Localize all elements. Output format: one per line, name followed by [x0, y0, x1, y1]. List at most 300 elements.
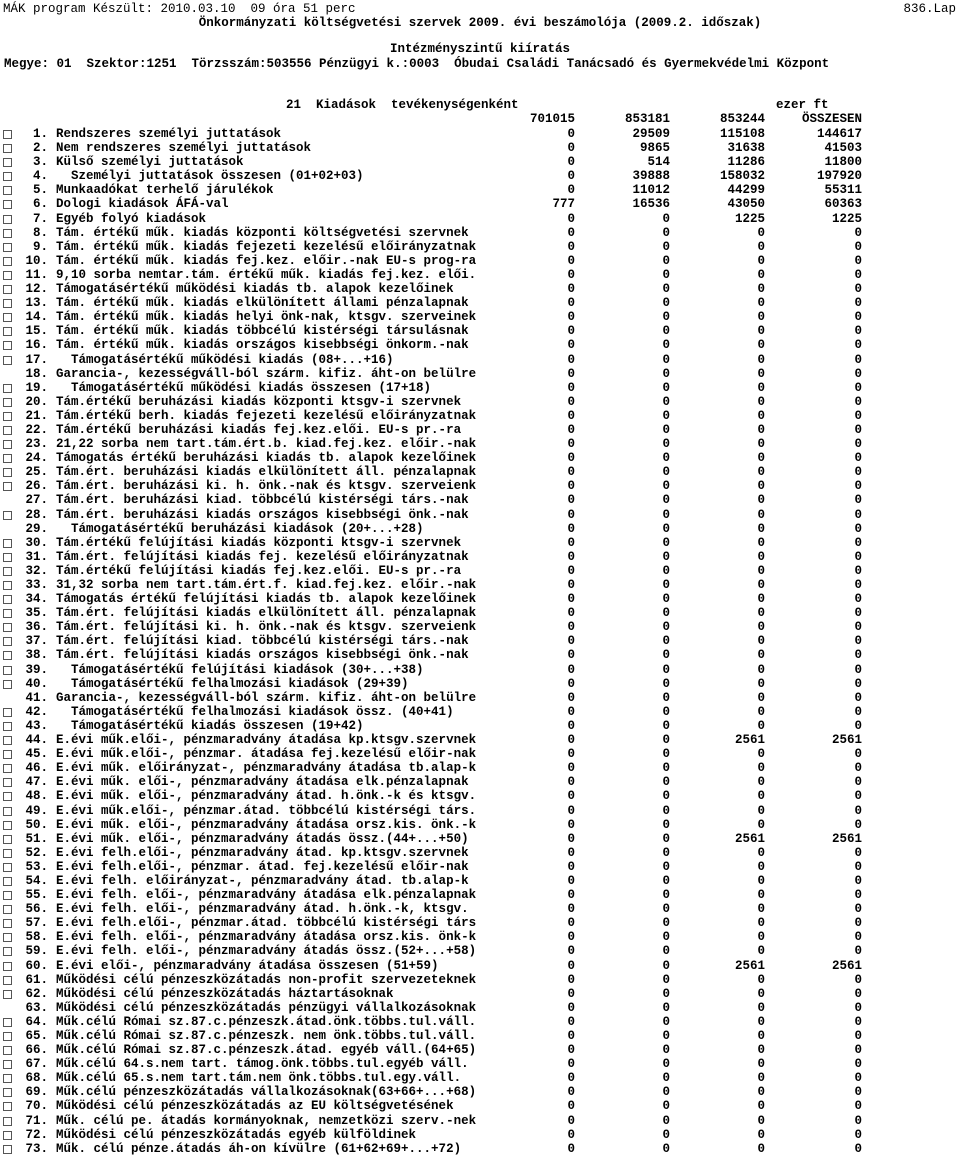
row-value: 0: [854, 986, 862, 1001]
row-value: 0: [854, 310, 862, 325]
row-marker-icon: [3, 821, 12, 830]
row-value: 0: [567, 437, 575, 452]
row-number: 73.: [25, 1141, 48, 1156]
row-value: 0: [757, 310, 765, 325]
row-value: 0: [662, 465, 670, 480]
row-number: 26.: [25, 479, 48, 494]
table-row: [0, 508, 960, 522]
table-row: [0, 1142, 960, 1156]
row-value: 0: [757, 718, 765, 733]
row-label: Tám.ért. felújítási kiadás országos kisebbségi önk.-nak: [56, 648, 469, 663]
row-number: 5.: [32, 183, 48, 198]
row-value: 0: [854, 902, 862, 917]
table-row: [0, 818, 960, 832]
row-value: 0: [854, 549, 862, 564]
row-number: 9.: [32, 239, 48, 254]
row-label: Műk. célú pe. átadás kormányoknak, nemzetközi szerv.-nek: [56, 1113, 477, 1128]
row-label: Támogatásértékű beruházási kiadások (20+...+28): [56, 521, 424, 536]
row-label: E.évi műk. elői-, pénzmaradvány átadása orsz.kis. önk.-k: [56, 817, 477, 832]
table-row: [0, 226, 960, 240]
row-number: 3.: [32, 155, 48, 170]
row-value: 0: [567, 648, 575, 663]
row-number: 32.: [25, 563, 48, 578]
row-number: 55.: [25, 888, 48, 903]
table-row: [0, 902, 960, 916]
table-row: [0, 310, 960, 324]
row-marker-icon: [3, 172, 12, 181]
row-label: 9,10 sorba nemtar.tám. értékű műk. kiadás fej.kez. elői.: [56, 267, 477, 282]
report-subtitle: Önkormányzati költségvetési szervek 2009. évi beszámolója (2009.2. időszak): [198, 16, 762, 30]
row-value: 0: [662, 408, 670, 423]
row-value: 0: [854, 620, 862, 635]
row-value: 39888: [632, 169, 670, 184]
table-row: [0, 479, 960, 493]
row-value: 0: [567, 535, 575, 550]
row-label: Garancia-, kezességváll-ból szárm. kifiz. áht-on belülre: [56, 690, 477, 705]
row-number: 52.: [25, 845, 48, 860]
row-value: 0: [567, 1127, 575, 1142]
row-value: 0: [567, 972, 575, 987]
row-label: Tám.ért. felújítási kiadás fej. kezelésű előirányzatnak: [56, 549, 469, 564]
row-marker-icon: [3, 609, 12, 618]
table-row: [0, 1043, 960, 1057]
row-label: Tám.értékű felújítási kiadás fej.kez.elői. EU-s pr.-ra: [56, 563, 462, 578]
row-value: 0: [757, 606, 765, 621]
row-value: 0: [662, 620, 670, 635]
row-value: 0: [854, 718, 862, 733]
row-marker-icon: [3, 750, 12, 759]
row-value: 0: [757, 1071, 765, 1086]
row-label: E.évi műk. elői-, pénzmaradvány átadása elk.pénzalapnak: [56, 775, 469, 790]
row-value: 0: [662, 1099, 670, 1114]
row-value: 0: [854, 1000, 862, 1015]
row-value: 158032: [719, 169, 765, 184]
row-value: 0: [854, 563, 862, 578]
table-row: [0, 775, 960, 789]
row-value: 1225: [831, 211, 862, 226]
row-value: 0: [854, 521, 862, 536]
row-value: 0: [854, 338, 862, 353]
row-value: 0: [854, 592, 862, 607]
row-value: 0: [662, 817, 670, 832]
row-label: Garancia-, kezességváll-ból szárm. kifiz. áht-on belülre: [56, 366, 477, 381]
row-value: 0: [662, 352, 670, 367]
row-label: Műk.célú Római sz.87.c.pénzeszk.átad.önk.többs.tul.váll.: [56, 1014, 477, 1029]
row-value: 0: [567, 549, 575, 564]
row-value: 0: [567, 761, 575, 776]
row-label: Támogatásértékű működési kiadás tb. alapok kezelőinek: [56, 282, 454, 297]
row-value: 0: [854, 676, 862, 691]
row-label: E.évi elői-, pénzmaradvány átadása összesen (51+59): [56, 958, 439, 973]
row-label: E.évi felh. elői-, pénzmaradvány átadása orsz.kis. önk-k: [56, 930, 477, 945]
row-value: 144617: [816, 127, 862, 141]
row-value: 0: [854, 507, 862, 522]
row-value: 0: [567, 902, 575, 917]
table-row: [0, 155, 960, 169]
row-label: Tám. értékű műk. kiadás fej.kez. előir.-nak EU-s prog-ra: [56, 253, 477, 268]
row-value: 0: [567, 958, 575, 973]
row-number: 54.: [25, 873, 48, 888]
row-label: Tám.ért. beruházási kiadás országos kisebbségi önk.-nak: [56, 507, 469, 522]
row-value: 11800: [824, 155, 862, 170]
table-row: [0, 930, 960, 944]
row-value: 0: [757, 563, 765, 578]
row-value: 0: [662, 690, 670, 705]
row-value: 0: [757, 338, 765, 353]
row-value: 0: [662, 282, 670, 297]
row-value: 0: [567, 817, 575, 832]
row-value: 0: [757, 704, 765, 719]
row-value: 0: [567, 296, 575, 311]
row-value: 0: [854, 634, 862, 649]
row-value: 0: [662, 507, 670, 522]
row-number: 62.: [25, 986, 48, 1001]
row-value: 0: [567, 592, 575, 607]
row-label: Külső személyi juttatások: [56, 155, 244, 170]
row-value: 0: [662, 1127, 670, 1142]
row-label: Tám.ért. felújítási ki. h. önk.-nak és ktsgv. szerveienk: [56, 620, 477, 635]
row-label: Tám.ért. felújítási kiadás elkülönített áll. pénzalapnak: [56, 606, 477, 621]
row-number: 37.: [25, 634, 48, 649]
row-value: 0: [567, 408, 575, 423]
row-value: 2561: [734, 958, 765, 973]
row-value: 0: [757, 930, 765, 945]
row-value: 0: [757, 408, 765, 423]
row-label: Működési célú pénzeszközátadás az EU költségvetésének: [56, 1099, 454, 1114]
row-value: 0: [662, 267, 670, 282]
row-value: 0: [854, 775, 862, 790]
row-label: E.évi műk. elői-, pénzmaradvány átad. h.önk.-k és ktsgv.: [56, 789, 477, 804]
row-marker-icon: [3, 581, 12, 590]
row-marker-icon: [3, 962, 12, 971]
row-number: 10.: [25, 253, 48, 268]
row-number: 2.: [32, 141, 48, 156]
row-value: 0: [662, 873, 670, 888]
row-value: 0: [854, 1085, 862, 1100]
row-value: 0: [854, 1057, 862, 1072]
row-number: 47.: [25, 775, 48, 790]
row-number: 21.: [25, 408, 48, 423]
row-value: 0: [567, 1099, 575, 1114]
row-value: 0: [854, 422, 862, 437]
table-row: [0, 592, 960, 606]
row-label: Működési célú pénzeszközátadás egyéb külföldinek: [56, 1127, 417, 1142]
row-value: 0: [854, 859, 862, 874]
row-number: 60.: [25, 958, 48, 973]
row-marker-icon: [3, 398, 12, 407]
row-value: 0: [662, 761, 670, 776]
row-number: 15.: [25, 324, 48, 339]
row-value: 0: [567, 1000, 575, 1015]
row-value: 0: [757, 1043, 765, 1058]
row-value: 0: [854, 408, 862, 423]
page-number: 836.Lap: [903, 2, 956, 16]
row-value: 0: [662, 775, 670, 790]
row-value: 0: [567, 183, 575, 198]
row-number: 59.: [25, 944, 48, 959]
row-value: 0: [757, 972, 765, 987]
row-value: 0: [662, 366, 670, 381]
row-value: 0: [757, 225, 765, 240]
row-value: 0: [567, 239, 575, 254]
row-value: 0: [662, 479, 670, 494]
row-value: 0: [854, 479, 862, 494]
row-value: 0: [567, 634, 575, 649]
row-value: 0: [757, 803, 765, 818]
row-value: 0: [854, 930, 862, 945]
row-value: 0: [757, 1085, 765, 1100]
row-number: 58.: [25, 930, 48, 945]
row-value: 0: [662, 592, 670, 607]
row-number: 20.: [25, 394, 48, 409]
row-number: 7.: [32, 211, 48, 226]
row-value: 0: [662, 789, 670, 804]
row-value: 0: [757, 1127, 765, 1142]
row-number: 29.: [25, 521, 48, 536]
row-number: 68.: [25, 1071, 48, 1086]
row-value: 0: [567, 1071, 575, 1086]
row-label: Támogatásértékű felhalmozási kiadások össz. (40+41): [56, 704, 454, 719]
row-number: 41.: [25, 690, 48, 705]
row-value: 0: [757, 1014, 765, 1029]
row-number: 11.: [25, 267, 48, 282]
row-value: 0: [854, 437, 862, 452]
row-marker-icon: [3, 299, 12, 308]
row-value: 0: [757, 578, 765, 592]
unit-label: ezer ft: [776, 98, 829, 112]
table-row: [0, 296, 960, 310]
row-marker-icon: [3, 412, 12, 421]
row-value: 0: [854, 704, 862, 719]
row-value: 0: [854, 225, 862, 240]
table-row: [0, 1001, 960, 1015]
row-marker-icon: [3, 285, 12, 294]
row-value: 0: [662, 324, 670, 339]
row-value: 0: [854, 465, 862, 480]
row-marker-icon: [3, 313, 12, 322]
row-value: 41503: [824, 141, 862, 156]
row-value: 0: [567, 620, 575, 635]
row-marker-icon: [3, 1088, 12, 1097]
row-value: 0: [662, 1043, 670, 1058]
row-marker-icon: [3, 1131, 12, 1140]
row-number: 51.: [25, 831, 48, 846]
row-value: 0: [757, 380, 765, 395]
table-row: [0, 254, 960, 268]
row-value: 0: [662, 1113, 670, 1128]
row-label: E.évi műk.elői-, pénzmar. átadása fej.kezelésű előir-nak: [56, 747, 477, 762]
row-number: 39.: [25, 662, 48, 677]
table-row: [0, 832, 960, 846]
row-value: 0: [567, 944, 575, 959]
row-marker-icon: [3, 158, 12, 167]
row-number: 6.: [32, 197, 48, 212]
table-row: [0, 620, 960, 634]
table-row: [0, 493, 960, 507]
row-value: 0: [662, 986, 670, 1001]
row-marker-icon: [3, 468, 12, 477]
row-value: 0: [662, 803, 670, 818]
row-value: 0: [757, 366, 765, 381]
row-label: E.évi műk.elői-, pénzmaradvány átadása kp.ktsgv.szervnek: [56, 733, 477, 748]
row-label: Rendszeres személyi juttatások: [56, 127, 282, 141]
row-value: 0: [567, 1043, 575, 1058]
row-value: 0: [854, 845, 862, 860]
row-label: Tám.értékű felújítási kiadás központi ktsgv-i szervnek: [56, 535, 462, 550]
table-row: [0, 1128, 960, 1142]
row-value: 0: [854, 944, 862, 959]
row-value: 0: [854, 282, 862, 297]
row-marker-icon: [3, 511, 12, 520]
row-value: 0: [662, 718, 670, 733]
table-row: [0, 409, 960, 423]
row-value: 0: [854, 352, 862, 367]
row-marker-icon: [3, 215, 12, 224]
row-value: 43050: [727, 197, 765, 212]
row-value: 0: [662, 648, 670, 663]
row-label: Tám.értékű beruházási kiadás fej.kez.elői. EU-s pr.-ra: [56, 422, 462, 437]
row-value: 0: [854, 267, 862, 282]
row-label: E.évi felh. előirányzat-, pénzmaradvány átad. tb.alap-k: [56, 873, 469, 888]
row-label: E.évi műk. elői-, pénzmaradvány átadás össz.(44+...+50): [56, 831, 469, 846]
table-row: [0, 789, 960, 803]
report-type: Intézményszintű kiíratás: [389, 42, 571, 56]
table-row: [0, 578, 960, 592]
row-value: 0: [567, 1141, 575, 1156]
table-row: [0, 663, 960, 677]
row-value: 11012: [632, 183, 670, 198]
row-value: 0: [854, 394, 862, 409]
table-title: 21 Kiadások tevékenységenként: [286, 98, 519, 112]
row-marker-icon: [3, 539, 12, 548]
row-number: 27.: [25, 493, 48, 508]
table-row: [0, 324, 960, 338]
row-value: 0: [567, 1085, 575, 1100]
row-value: 0: [854, 1029, 862, 1043]
row-number: 34.: [25, 592, 48, 607]
row-number: 4.: [32, 169, 48, 184]
row-value: 0: [567, 352, 575, 367]
column-header: 701015: [529, 112, 575, 126]
row-value: 0: [662, 394, 670, 409]
row-value: 0: [757, 1057, 765, 1072]
row-number: 48.: [25, 789, 48, 804]
row-value: 0: [662, 1029, 670, 1043]
row-value: 0: [854, 747, 862, 762]
row-marker-icon: [3, 440, 12, 449]
row-number: 50.: [25, 817, 48, 832]
table-row: [0, 183, 960, 197]
row-value: 0: [854, 1071, 862, 1086]
row-marker-icon: [3, 1046, 12, 1055]
row-value: 29509: [632, 127, 670, 141]
table-row: [0, 536, 960, 550]
row-marker-icon: [3, 722, 12, 731]
row-number: 44.: [25, 733, 48, 748]
row-marker-icon: [3, 736, 12, 745]
row-value: 0: [662, 1014, 670, 1029]
row-number: 31.: [25, 549, 48, 564]
row-marker-icon: [3, 553, 12, 562]
table-row: [0, 691, 960, 705]
row-value: 0: [567, 1014, 575, 1029]
table-row: [0, 550, 960, 564]
table-row: [0, 874, 960, 888]
row-value: 0: [757, 592, 765, 607]
row-value: 0: [567, 366, 575, 381]
row-value: 0: [662, 1000, 670, 1015]
row-value: 0: [854, 690, 862, 705]
row-value: 0: [854, 1113, 862, 1128]
row-value: 0: [662, 535, 670, 550]
row-value: 0: [662, 1085, 670, 1100]
row-number: 69.: [25, 1085, 48, 1100]
row-value: 0: [757, 253, 765, 268]
row-label: E.évi felh. elői-, pénzmaradvány átad. h.önk.-k, ktsgv.: [56, 902, 469, 917]
row-number: 28.: [25, 507, 48, 522]
row-value: 2561: [734, 733, 765, 748]
row-value: 0: [662, 888, 670, 903]
row-value: 0: [757, 916, 765, 931]
row-value: 0: [662, 845, 670, 860]
row-value: 0: [757, 648, 765, 663]
row-label: Tám. értékű műk. kiadás elkülönített állami pénzalapnak: [56, 296, 469, 311]
table-row: [0, 1071, 960, 1085]
row-value: 0: [567, 310, 575, 325]
row-value: 0: [662, 493, 670, 508]
row-value: 0: [854, 606, 862, 621]
row-value: 0: [567, 803, 575, 818]
row-value: 0: [567, 465, 575, 480]
row-value: 9865: [639, 141, 670, 156]
row-value: 0: [567, 267, 575, 282]
row-value: 0: [757, 775, 765, 790]
row-label: E.évi felh. elői-, pénzmaradvány átadás össz.(52+...+58): [56, 944, 477, 959]
row-value: 0: [757, 845, 765, 860]
row-value: 0: [567, 127, 575, 141]
row-value: 0: [567, 845, 575, 860]
column-header: 853244: [719, 112, 765, 126]
row-marker-icon: [3, 807, 12, 816]
row-number: 63.: [25, 1000, 48, 1015]
row-marker-icon: [3, 764, 12, 773]
row-value: 0: [757, 465, 765, 480]
row-label: Tám.értékű berh. kiadás fejezeti kezelésű előirányzatnak: [56, 408, 477, 423]
row-value: 0: [757, 747, 765, 762]
table-row: [0, 395, 960, 409]
row-value: 0: [567, 451, 575, 466]
row-marker-icon: [3, 454, 12, 463]
row-label: Tám.ért. beruházási kiadás elkülönített áll. pénzalapnak: [56, 465, 477, 480]
row-marker-icon: [3, 1145, 12, 1154]
row-value: 0: [567, 1057, 575, 1072]
row-value: 0: [854, 972, 862, 987]
row-value: 0: [854, 648, 862, 663]
row-number: 1.: [32, 127, 48, 141]
row-value: 0: [567, 169, 575, 184]
table-row: [0, 268, 960, 282]
row-label: Nem rendszeres személyi juttatások: [56, 141, 312, 156]
row-label: Támogatás értékű beruházási kiadás tb. alapok kezelőinek: [56, 451, 477, 466]
row-value: 0: [662, 578, 670, 592]
row-value: 0: [567, 422, 575, 437]
row-label: Támogatásértékű működési kiadás (08+...+16): [56, 352, 394, 367]
row-value: 0: [757, 761, 765, 776]
report-header-left: MÁK program Készült: 2010.03.10 09 óra 51 perc: [3, 2, 356, 16]
row-label: E.évi felh.elői-, pénzmaradvány átad. kp.ktsgv.szervnek: [56, 845, 469, 860]
institution-identifier: Megye: 01 Szektor:1251 Törzsszám:503556 Pénzügyi k.:0003 Óbudai Családi Tanácsadó és Gyermekvédelmi Központ: [4, 57, 830, 71]
row-marker-icon: [3, 849, 12, 858]
